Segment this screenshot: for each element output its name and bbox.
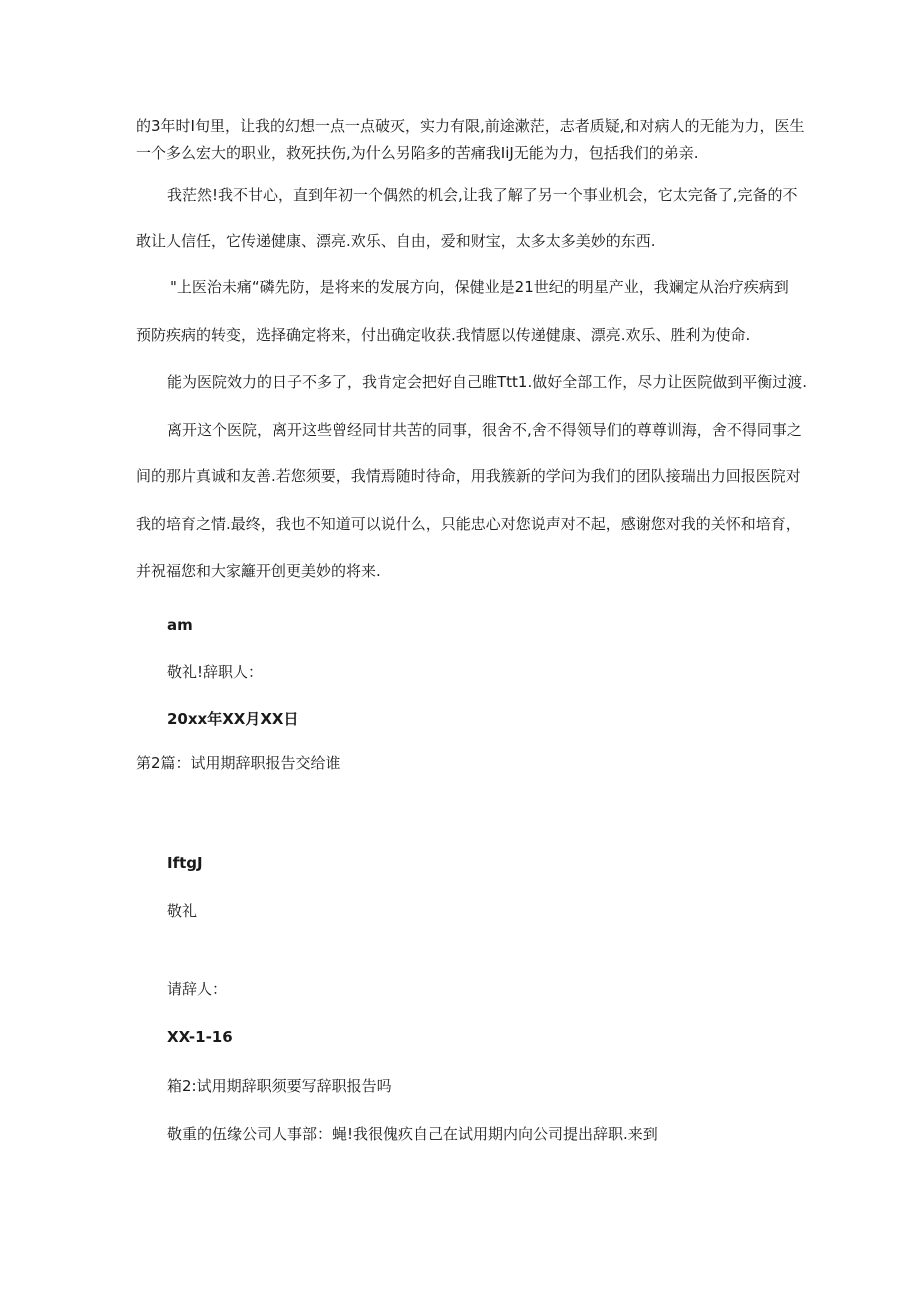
text-line-17: 请辞人： (167, 980, 228, 998)
text-line-5: "上医治未痛“磷先防，是将来的发展方向，保健业是21世纪的明星产业，我斓定从治疗疾病到 (170, 278, 789, 296)
section-heading-2: 第2篇：试用期辞职报告交给谁 (136, 754, 341, 772)
text-line-3: 我茫然!我不甘心，直到年初一个偶然的机会,让我了解了另一个事业机会，它太完备了,完备的不 (167, 186, 798, 204)
text-line-18: XX-1-16 (167, 1028, 233, 1046)
text-line-8: 离开这个医院，离开这些曾经同甘共苦的同事，很舍不,舍不得领导们的尊尊训海，舍不得同事之 (167, 421, 802, 439)
text-line-7: 能为医院效力的日子不多了，我肯定会把好自己睢Ttt1.做好全部工作，尽力让医院做到平衡过渡. (167, 373, 808, 391)
text-line-10: 我的培育之情.最终，我也不知道可以说什么，只能忠心对您说声对不起，感谢您对我的关怀和培育， (136, 515, 801, 533)
text-line-11: 并祝福您和大家籬开创更美妙的将来. (136, 562, 381, 580)
text-line-13: 敬礼!辞职人： (167, 663, 264, 681)
text-line-4: 敢让人信任，它传递健康、漂亮.欢乐、自由，爱和财宝，太多太多美妙的东西. (136, 232, 656, 250)
text-line-9: 间的那片真诚和友善.若您须要，我情焉随时待命，用我簇新的学问为我们的团队接瑞出力回报医院对 (136, 467, 801, 485)
text-line-12: am (167, 616, 193, 634)
text-line-20: 敬重的伍缘公司人事部：蝇!我很傀疚自己在试用期内向公司提出辞职.来到 (167, 1125, 658, 1143)
text-line-6: 预防疾病的转变，选择确定将来，付出确定收获.我情愿以传递健康、漂亮.欢乐、胜利为使命. (136, 326, 751, 344)
text-line-16: 敬礼 (167, 902, 198, 920)
text-line-14: 20xx年XX月XX日 (167, 710, 299, 728)
text-line-15: IftgJ (167, 854, 203, 872)
text-line-19: 箱2:试用期辞职须要写辞职报告吗 (167, 1077, 392, 1095)
text-line-1: 的3年时I旬里，让我的幻想一点一点破灭，实力有限,前途漱茫，志者质疑,和对病人的无能为力，医生 (136, 117, 805, 135)
text-line-2: 一个多么宏大的职业，救死扶伤,为什么另陷多的苦痛我IiJ无能为力，包括我们的弟亲. (136, 144, 699, 162)
